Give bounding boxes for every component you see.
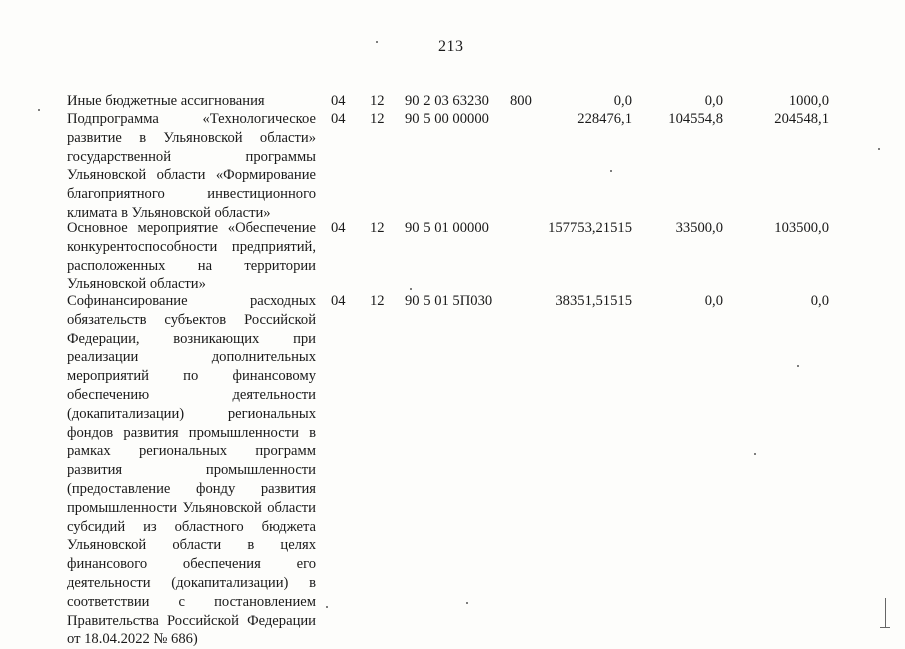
scan-speck — [754, 453, 756, 455]
scan-speck — [878, 148, 880, 150]
amount-year-1: 157753,21515 — [548, 220, 632, 236]
amount-year-1: 0,0 — [613, 93, 632, 109]
amount-year-1: 228476,1 — [577, 111, 632, 127]
row-name: Основное мероприятие «Обеспечение конкурентоспособности предприятий, расположенных на территории Ульяновской области» — [67, 220, 316, 293]
amount-year-2: 0,0 — [704, 93, 723, 109]
scan-edge-mark — [885, 598, 886, 628]
scan-speck — [38, 109, 40, 111]
amount-year-3: 103500,0 — [774, 220, 829, 236]
subsection-code: 12 — [370, 111, 385, 127]
amount-year-1: 38351,51515 — [555, 293, 632, 309]
page-number: 213 — [438, 38, 464, 55]
amount-year-2: 33500,0 — [675, 220, 723, 236]
scan-speck — [610, 170, 612, 172]
scan-speck — [376, 41, 378, 43]
section-code: 04 — [331, 93, 346, 109]
amount-year-3: 204548,1 — [774, 111, 829, 127]
target-article-code: 90 5 01 5П030 — [405, 293, 493, 309]
subsection-code: 12 — [370, 220, 385, 236]
subsection-code: 12 — [370, 293, 385, 309]
amount-year-3: 0,0 — [810, 293, 829, 309]
amount-year-2: 0,0 — [704, 293, 723, 309]
amount-year-2: 104554,8 — [668, 111, 723, 127]
row-name: Подпрограмма «Технологическое развитие в Ульяновской области» государственной программы Ульяновской области «Формирование благоприятного инвестиционного климата в Ульяновской области» — [67, 111, 316, 221]
row-name: Софинансирование расходных обязательств субъектов Российской Федерации, возникающих при реализации дополнительных мероприятий по финансовому обеспечению деятельности (докапитализации) региональных фондов развития промышленности в рамках региональных программ развития промышленности (предоставление фонду развития промышленности Ульяновской области субсидий из областного бюджета Ульяновской области в целях финансового обеспечения его деятельности (докапитализации) в соответствии с постановлением Правительства Российской Федерации от 18.04.2022 № 686) — [67, 293, 316, 648]
row-name: Иные бюджетные ассигнования — [67, 93, 265, 109]
section-code: 04 — [331, 293, 346, 309]
target-article-code: 90 5 00 00000 — [405, 111, 489, 127]
section-code: 04 — [331, 111, 346, 127]
scan-edge-mark — [880, 627, 890, 628]
section-code: 04 — [331, 220, 346, 236]
expense-type-code: 800 — [510, 93, 532, 109]
target-article-code: 90 2 03 63230 — [405, 93, 489, 109]
scan-speck — [797, 365, 799, 367]
subsection-code: 12 — [370, 93, 385, 109]
scan-speck — [326, 606, 328, 608]
target-article-code: 90 5 01 00000 — [405, 220, 489, 236]
scan-speck — [410, 288, 412, 290]
scan-speck — [466, 602, 468, 604]
amount-year-3: 1000,0 — [788, 93, 829, 109]
